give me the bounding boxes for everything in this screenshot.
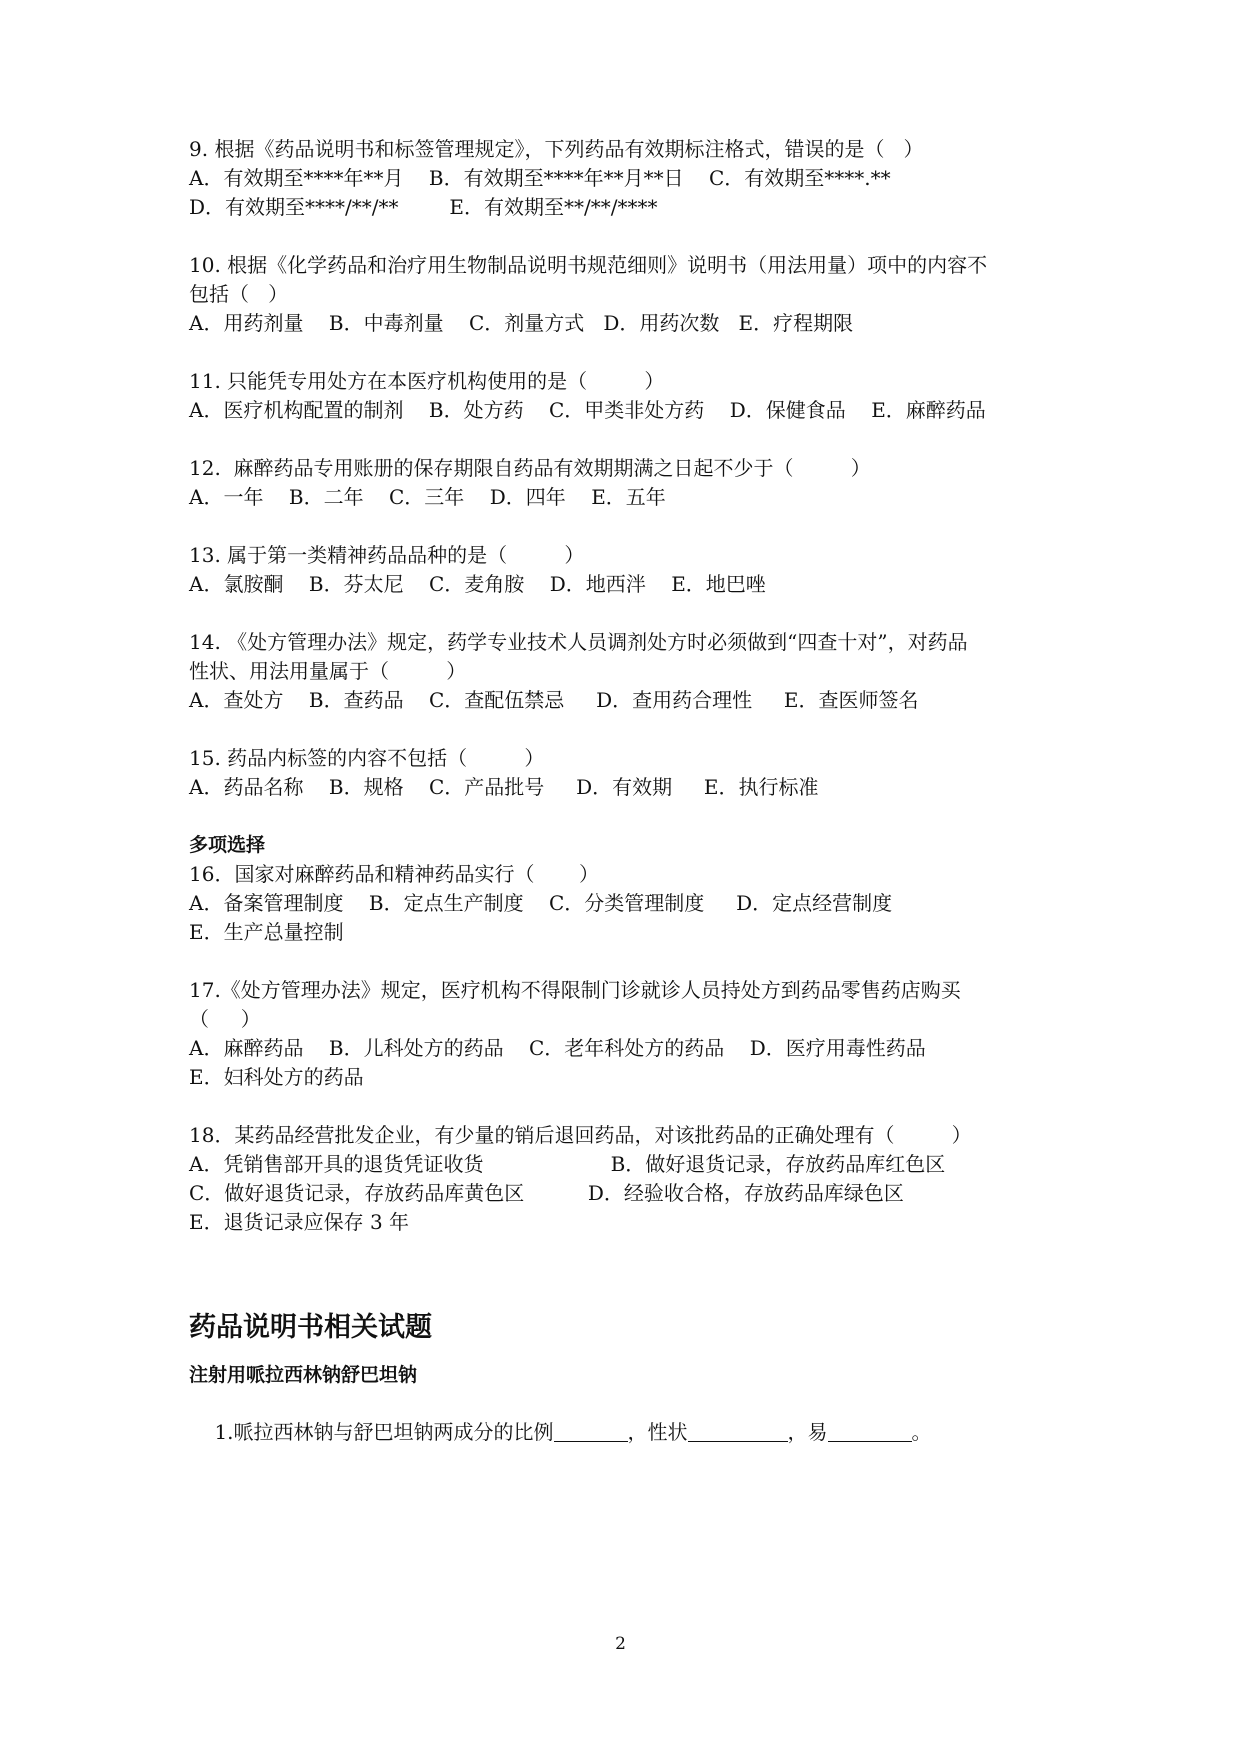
page-number: 2 [615,1634,626,1654]
fill-in-question-1-text-1: 1.哌拉西林钠与舒巴坦钠两成分的比例 [214,1420,554,1444]
fill-in-question-1-text-3: ，易 [787,1420,828,1444]
answer-blank-property[interactable] [828,1419,912,1442]
question-14-stem-line-1: 14. 《处方管理办法》规定，药学专业技术人员调剂处方时必须做到“四查十对”，对药品 [189,630,968,654]
question-10-stem-line-2: 包括（ ） [189,282,289,306]
question-18-options-line-2: C．做好退货记录，存放药品库黄色区 D．经验收合格，存放药品库绿色区 [189,1181,904,1205]
question-14-options: A．查处方 B．查药品 C．查配伍禁忌 D．查用药合理性 E．查医师签名 [189,688,919,712]
question-11-options: A．医疗机构配置的制剂 B．处方药 C．甲类非处方药 D．保健食品 E．麻醉药品 [189,398,986,422]
question-11-stem: 11. 只能凭专用处方在本医疗机构使用的是（ ） [189,369,665,393]
fill-in-question-1-text-4: 。 [911,1420,932,1444]
answer-blank-appearance[interactable] [688,1419,788,1442]
question-18-stem: 18．某药品经营批发企业，有少量的销后退回药品，对该批药品的正确处理有（ ） [189,1123,972,1147]
section-title-package-insert: 药品说明书相关试题 [189,1312,432,1343]
question-15-stem: 15. 药品内标签的内容不包括（ ） [189,746,545,770]
fill-in-question-1 [189,1390,932,1444]
question-10-options: A．用药剂量 B．中毒剂量 C．剂量方式 D．用药次数 E．疗程期限 [189,311,854,335]
question-13-options: A．氯胺酮 B．芬太尼 C．麦角胺 D．地西泮 E．地巴唑 [189,572,766,596]
question-17-stem-line-1: 17.《处方管理办法》规定，医疗机构不得限制门诊就诊人员持处方到药品零售药店购买 [189,978,961,1002]
question-10-stem-line-1: 10. 根据《化学药品和治疗用生物制品说明书规范细则》说明书（用法用量）项中的内容不 [189,253,988,277]
question-13-stem: 13. 属于第一类精神药品品种的是（ ） [189,543,585,567]
question-17-options-line-2: E．妇科处方的药品 [189,1065,364,1089]
section-subtitle-drug-name: 注射用哌拉西林钠舒巴坦钠 [189,1364,418,1386]
question-17-stem-line-2: （ ） [189,1007,261,1031]
question-12-stem: 12. 麻醉药品专用账册的保存期限自药品有效期期满之日起不少于（ ） [189,456,871,480]
question-16-options-line-2: E．生产总量控制 [189,920,344,944]
question-17-options-line-1: A．麻醉药品 B．儿科处方的药品 C．老年科处方的药品 D．医疗用毒性药品 [189,1036,926,1060]
question-14-stem-line-2: 性状、用法用量属于（ ） [189,659,467,683]
question-12-options: A．一年 B．二年 C．三年 D．四年 E．五年 [189,485,666,509]
question-9-options-line-2: D．有效期至****/**/** E．有效期至**/**/**** [189,195,658,219]
answer-blank-ratio[interactable] [554,1419,628,1442]
question-16-stem: 16．国家对麻醉药品和精神药品实行（ ） [189,862,599,886]
question-9-options-line-1: A．有效期至****年**月 B．有效期至****年**月**日 C．有效期至****.** [189,166,891,190]
section-heading-multiple-choice: 多项选择 [189,834,266,856]
question-18-options-line-3: E．退货记录应保存 3 年 [189,1210,410,1234]
question-16-options-line-1: A．备案管理制度 B．定点生产制度 C．分类管理制度 D．定点经营制度 [189,891,893,915]
question-15-options: A．药品名称 B．规格 C．产品批号 D．有效期 E．执行标准 [189,775,819,799]
question-18-options-line-1: A．凭销售部开具的退货凭证收货 B．做好退货记录，存放药品库红色区 [189,1152,946,1176]
question-9-stem: 9. 根据《药品说明书和标签管理规定》，下列药品有效期标注格式，错误的是（ ） [189,137,924,161]
fill-in-question-1-text-2: ，性状 [627,1420,688,1444]
